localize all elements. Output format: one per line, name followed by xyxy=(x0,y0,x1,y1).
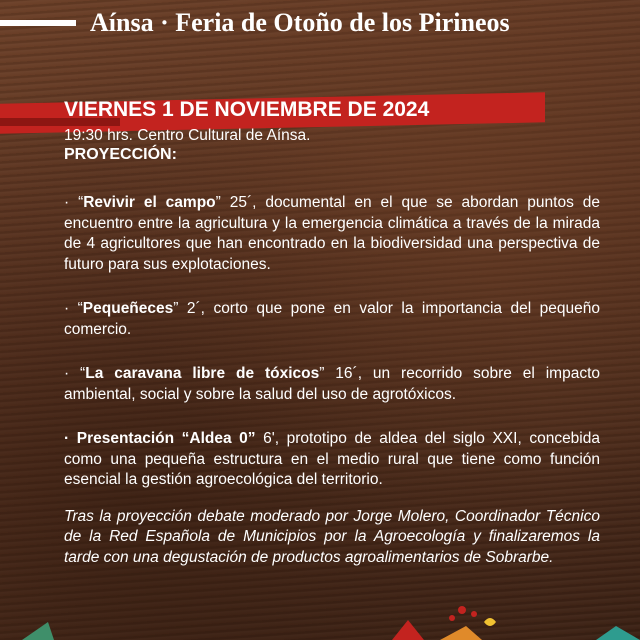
decorative-illustration xyxy=(0,600,640,640)
page-title: Aínsa · Feria de Otoño de los Pirineos xyxy=(90,8,510,37)
berry-dot xyxy=(449,615,455,621)
item-description: 6', prototipo de aldea del siglo XXI, concebida como una pequeña estructura en el medio rural que tiene como función esencial la gestión agroecológica del territorio. xyxy=(64,430,600,488)
program-item xyxy=(64,364,600,405)
program-list xyxy=(64,193,600,584)
bee-icon xyxy=(484,618,496,626)
orange-stripe-shape xyxy=(440,626,482,640)
event-time-venue: 19:30 hrs. Centro Cultural de Aínsa. xyxy=(64,127,311,144)
item-bullet: · “ xyxy=(64,194,84,211)
event-date: VIERNES 1 DE NOVIEMBRE DE 2024 xyxy=(64,98,430,121)
item-description: ” 16´, un recorrido sobre el impacto ambiental, social y sobre la salud del uso de agrotóxicos. xyxy=(64,365,601,403)
teal-shape xyxy=(596,626,640,640)
item-description: ” 2´, corto que pone en valor la importancia del pequeño comercio. xyxy=(64,300,600,338)
header-rule xyxy=(0,20,76,26)
red-leaf-shape xyxy=(392,620,424,640)
program-item xyxy=(64,193,600,275)
program-item xyxy=(64,429,600,491)
closing-note: Tras la proyección debate moderado por Jorge Molero, Coordinador Técnico de la Red Española de Municipios por la Agroecología y finalizaremos la tarde con una degustación de productos agroalimentarios de Sobrarbe. xyxy=(64,507,600,566)
green-leaf-shape xyxy=(22,622,54,640)
item-bullet: · “ xyxy=(64,300,83,317)
section-label: PROYECCIÓN: xyxy=(64,146,177,163)
item-bullet: · “ xyxy=(64,365,86,382)
item-title: Revivir el campo xyxy=(83,194,216,211)
berry-dot xyxy=(458,606,466,614)
item-title: Pequeñeces xyxy=(82,300,174,317)
item-title: La caravana libre de tóxicos xyxy=(85,365,320,382)
berry-dot xyxy=(471,611,477,617)
item-description: ” 25´, documental en el que se abordan puntos de encuentro entre la agricultura y la emergencia climática a través de la mirada de 4 agricultores que han encontrado en la biodiversidad una perspectiva de futuro para sus explotaciones. xyxy=(64,194,600,273)
program-item xyxy=(64,299,600,340)
item-title: · Presentación “Aldea 0” xyxy=(64,430,256,447)
